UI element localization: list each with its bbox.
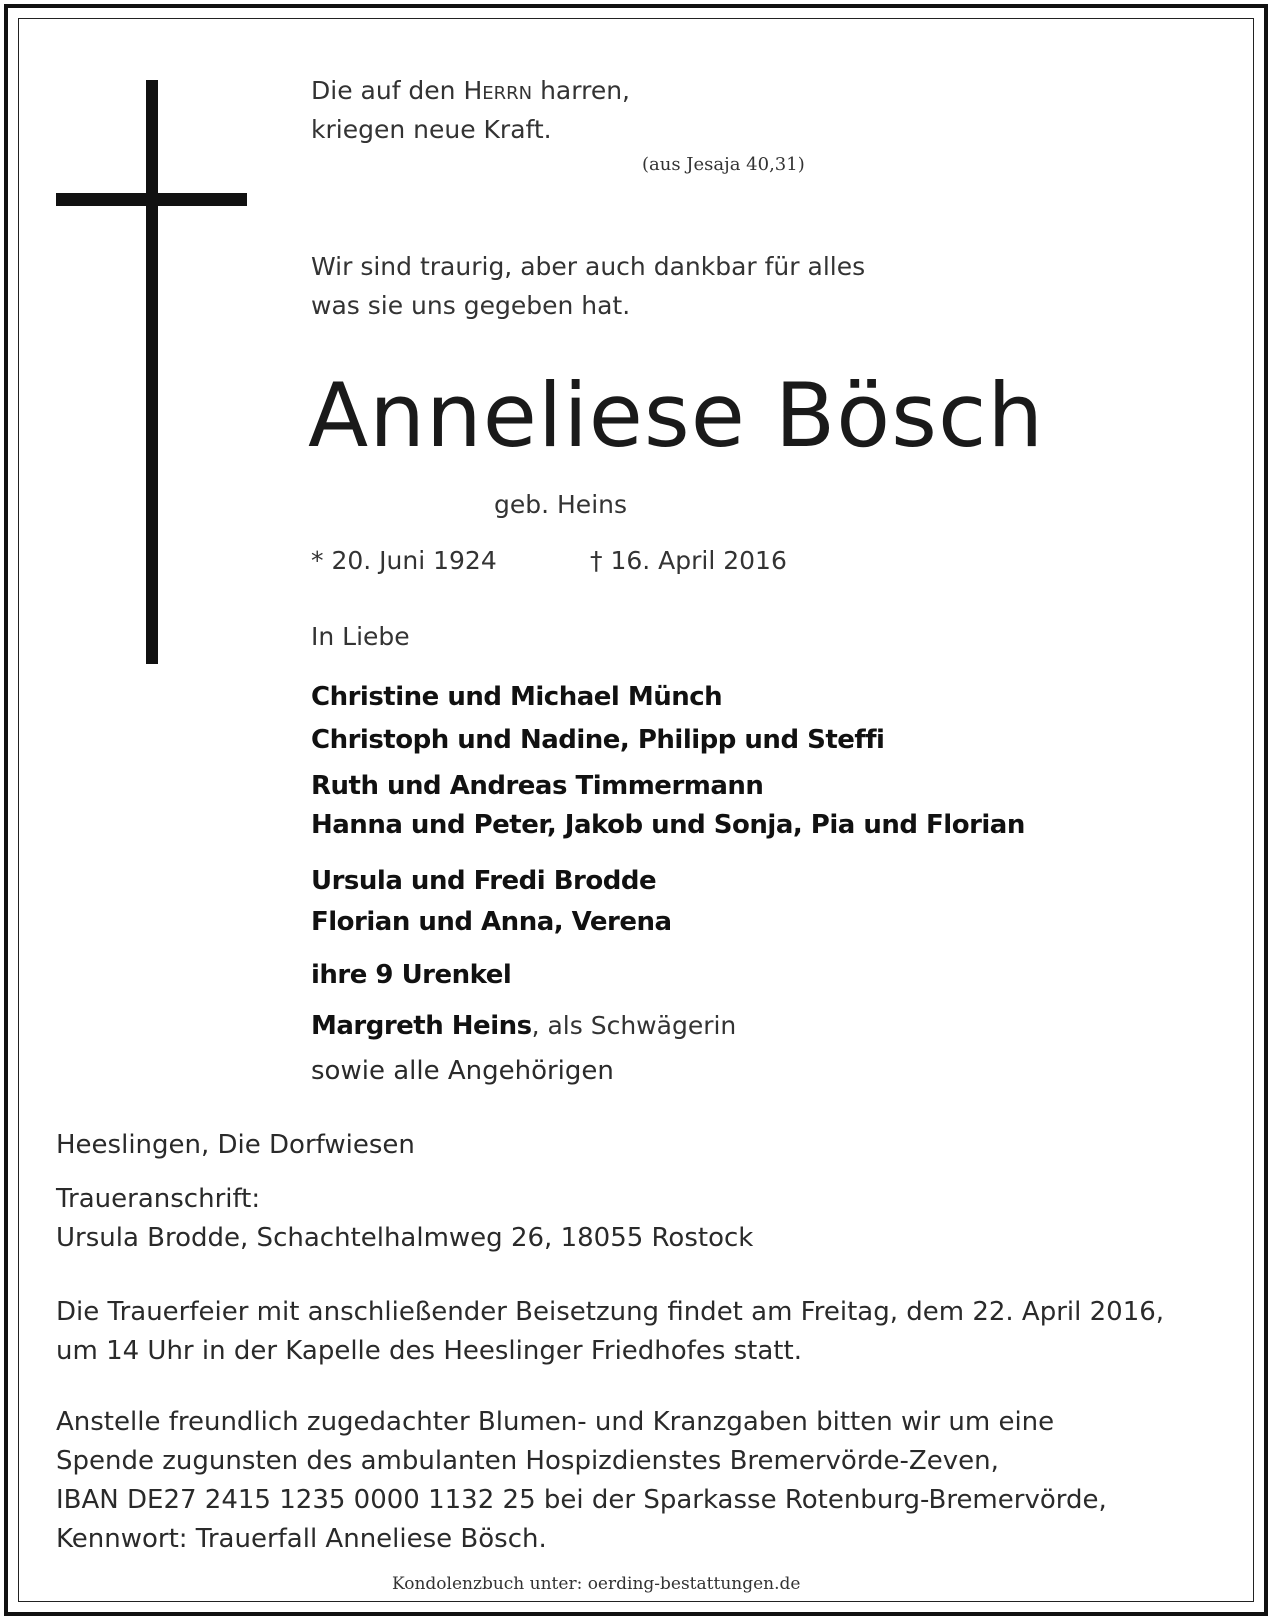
ceremony-line-2: um 14 Uhr in der Kapelle des Heeslinger Friedhofes statt. [56, 1336, 802, 1366]
sister-in-law-line [311, 1013, 736, 1039]
in-love-label: In Liebe [311, 622, 410, 651]
mourner-line: ihre 9 Urenkel [311, 960, 512, 990]
verse-text: harren, [532, 76, 630, 105]
donation-line-2: Spende zugunsten des ambulanten Hospizdienstes Bremervörde-Zeven, [56, 1446, 999, 1476]
donation-line-3: IBAN DE27 2415 1235 0000 1132 25 bei der Sparkasse Rotenburg-Bremervörde, [56, 1485, 1107, 1515]
mourning-address: Ursula Brodde, Schachtelhalmweg 26, 18055 Rostock [56, 1223, 754, 1253]
deceased-name: Anneliese Bösch [308, 364, 1045, 467]
donation-line-4: Kennwort: Trauerfall Anneliese Bösch. [56, 1524, 547, 1554]
mourner-line: Christoph und Nadine, Philipp und Steffi [311, 725, 885, 755]
mourner-line: Christine und Michael Münch [311, 682, 723, 712]
intro-line-2: was sie uns gegeben hat. [311, 291, 631, 320]
relatives-line: sowie alle Angehörigen [311, 1056, 614, 1086]
donation-line-1: Anstelle freundlich zugedachter Blumen- und Kranzgaben bitten wir um eine [56, 1407, 1055, 1437]
mourning-address-label: Traueranschrift: [56, 1184, 261, 1214]
mourner-line: Hanna und Peter, Jakob und Sonja, Pia und Florian [311, 810, 1025, 840]
mourner-line: Ursula und Fredi Brodde [311, 866, 657, 896]
verse-text: Die auf den [311, 76, 464, 105]
mourner-line: Florian und Anna, Verena [311, 907, 672, 937]
bible-verse-source: (aus Jesaja 40,31) [642, 154, 805, 175]
verse-herrn: Herrn [463, 76, 533, 105]
location: Heeslingen, Die Dorfwiesen [56, 1130, 415, 1160]
cross-vertical-beam [146, 80, 158, 664]
sister-in-law-name: Margreth Heins [311, 1011, 532, 1041]
intro-line-1: Wir sind traurig, aber auch dankbar für alles [311, 252, 866, 281]
ceremony-line-1: Die Trauerfeier mit anschließender Beisetzung findet am Freitag, dem 22. April 2016, [56, 1297, 1165, 1327]
death-date: † 16. April 2016 [590, 546, 787, 575]
cross-horizontal-beam [56, 193, 247, 206]
sister-in-law-role: , als Schwägerin [531, 1011, 737, 1040]
birth-name: geb. Heins [494, 490, 628, 519]
mourner-line: Ruth und Andreas Timmermann [311, 771, 764, 801]
bible-verse-line-1 [311, 78, 630, 103]
condolence-book-link: Kondolenzbuch unter: oerding-bestattungen.de [392, 1574, 801, 1594]
birth-date: * 20. Juni 1924 [311, 546, 497, 575]
bible-verse-line-2: kriegen neue Kraft. [311, 115, 552, 144]
